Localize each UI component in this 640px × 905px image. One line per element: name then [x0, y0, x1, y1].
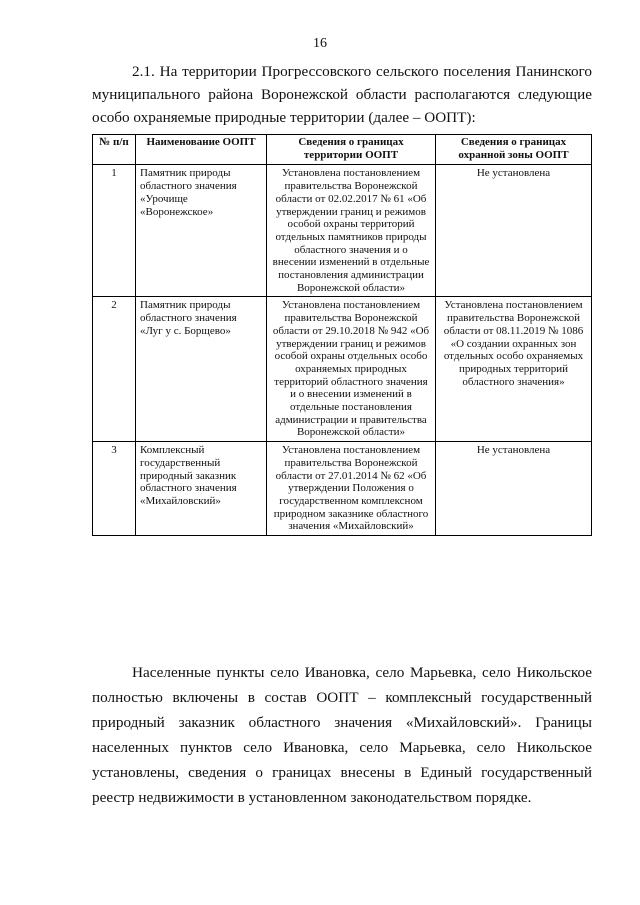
table-row: [93, 165, 592, 297]
page-number: 16: [313, 36, 327, 51]
cell-territory: Установлена постановлением правительства Воронежской области от 02.02.2017 № 61 «Об утверждении границ и режимов особой охраны территорий отдельных памятников природы областного значения и о внесении изменений в отдельные постановления администрации Воронежской области»: [267, 165, 436, 297]
closing-paragraph: Населенные пункты село Ивановка, село Марьевка, село Никольское полностью включены в состав ООПТ – комплексный государственный природный заказник областного значения «Михайловский». Границы населенных пунктов село Ивановка, село Марьевка, село Никольское установлены, сведения о границах внесены в Единый государственный реестр недвижимости в установленном законодательством порядке.: [92, 664, 592, 806]
cell-zone: Не установлена: [436, 165, 592, 297]
cell-territory: Установлена постановлением правительства Воронежской области от 27.01.2014 № 62 «Об утверждении Положения о государственном комплексном природном заказнике областного значения «Михайловский»: [267, 442, 436, 536]
header-num: № п/п: [93, 135, 136, 165]
cell-num: 2: [93, 297, 136, 442]
cell-zone: Не установлена: [436, 442, 592, 536]
intro-paragraph: 2.1. На территории Прогрессовского сельского поселения Панинского муниципального района Воронежской области располагаются следующие особо охраняемые природные территории (далее – ООПТ):: [92, 63, 592, 126]
oopt-table: [92, 134, 592, 536]
table-header-row: [93, 135, 592, 165]
cell-name: Памятник природы областного значения «Луг у с. Борщево»: [136, 297, 267, 442]
cell-num: 1: [93, 165, 136, 297]
cell-zone: Установлена постановлением правительства Воронежской области от 08.11.2019 № 1086 «О создании охранных зон отдельных особо охраняемых природных территорий областного значения»: [436, 297, 592, 442]
table-row: [93, 442, 592, 536]
header-territory: Сведения о границах территории ООПТ: [267, 135, 436, 165]
header-zone: Сведения о границах охранной зоны ООПТ: [436, 135, 592, 165]
cell-territory: Установлена постановлением правительства Воронежской области от 29.10.2018 № 942 «Об утверждении границ и режимов особой охраны отдельных особо охраняемых природных территорий областного значения и о внесении изменений в отдельные постановления администрации и правительства Воронежской области»: [267, 297, 436, 442]
table-row: [93, 297, 592, 442]
cell-num: 3: [93, 442, 136, 536]
cell-name: Памятник природы областного значения «Урочище «Воронежское»: [136, 165, 267, 297]
header-name: Наименование ООПТ: [136, 135, 267, 165]
cell-name: Комплексный государственный природный заказник областного значения «Михайловский»: [136, 442, 267, 536]
